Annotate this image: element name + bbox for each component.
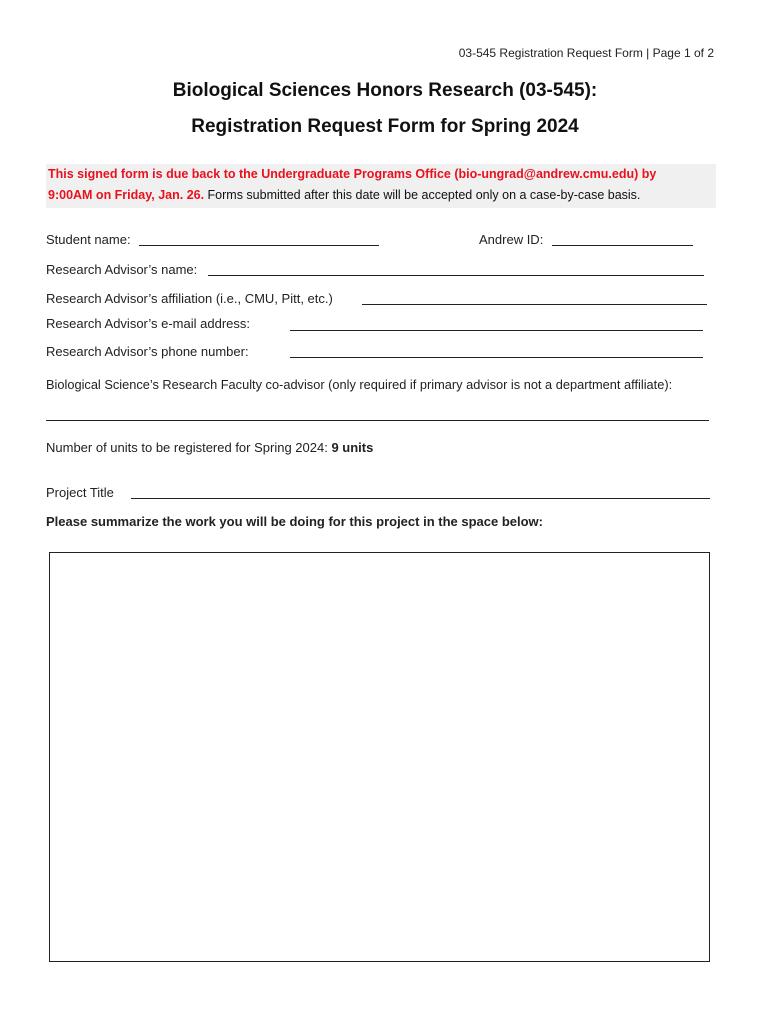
advisor-affiliation-label: Research Advisor’s affiliation (i.e., CMU, Pitt, etc.): [46, 291, 333, 306]
deadline-notice-rest: Forms submitted after this date will be accepted only on a case-by-case basis.: [204, 188, 641, 202]
coadvisor-field[interactable]: [46, 420, 709, 421]
form-title-line-1: Biological Sciences Honors Research (03-545):: [172, 80, 598, 101]
student-name-field[interactable]: [139, 245, 379, 246]
units-value: 9 units: [331, 440, 374, 455]
summary-prompt: Please summarize the work you will be doing for this project in the space below:: [46, 514, 543, 529]
advisor-name-field[interactable]: [208, 275, 704, 276]
advisor-email-field[interactable]: [290, 330, 703, 331]
advisor-affiliation-field[interactable]: [362, 304, 707, 305]
deadline-notice-red-2: 9:00AM on Friday, Jan. 26.: [48, 188, 205, 202]
units-row: [46, 440, 373, 455]
units-label: Number of units to be registered for Spring 2024:: [46, 440, 332, 455]
advisor-phone-field[interactable]: [290, 357, 703, 358]
advisor-email-label: Research Advisor’s e-mail address:: [46, 316, 250, 331]
project-title-label: Project Title: [46, 485, 114, 500]
deadline-notice: [46, 164, 716, 208]
deadline-notice-red-1: This signed form is due back to the Undergraduate Programs Office (bio-ungrad@andrew.cmu.edu) by: [48, 167, 657, 181]
summary-text-box[interactable]: [49, 552, 710, 962]
advisor-name-label: Research Advisor’s name:: [46, 262, 198, 277]
andrew-id-label: Andrew ID:: [479, 232, 544, 247]
page-header: 03-545 Registration Request Form | Page 1 of 2: [458, 46, 714, 60]
advisor-phone-label: Research Advisor’s phone number:: [46, 344, 249, 359]
andrew-id-field[interactable]: [552, 245, 693, 246]
form-title-line-2: Registration Request Form for Spring 2024: [191, 116, 579, 137]
coadvisor-label: Biological Science’s Research Faculty co-advisor (only required if primary advisor is not a department affiliate):: [46, 377, 673, 392]
project-title-field[interactable]: [131, 498, 710, 499]
student-name-label: Student name:: [46, 232, 131, 247]
